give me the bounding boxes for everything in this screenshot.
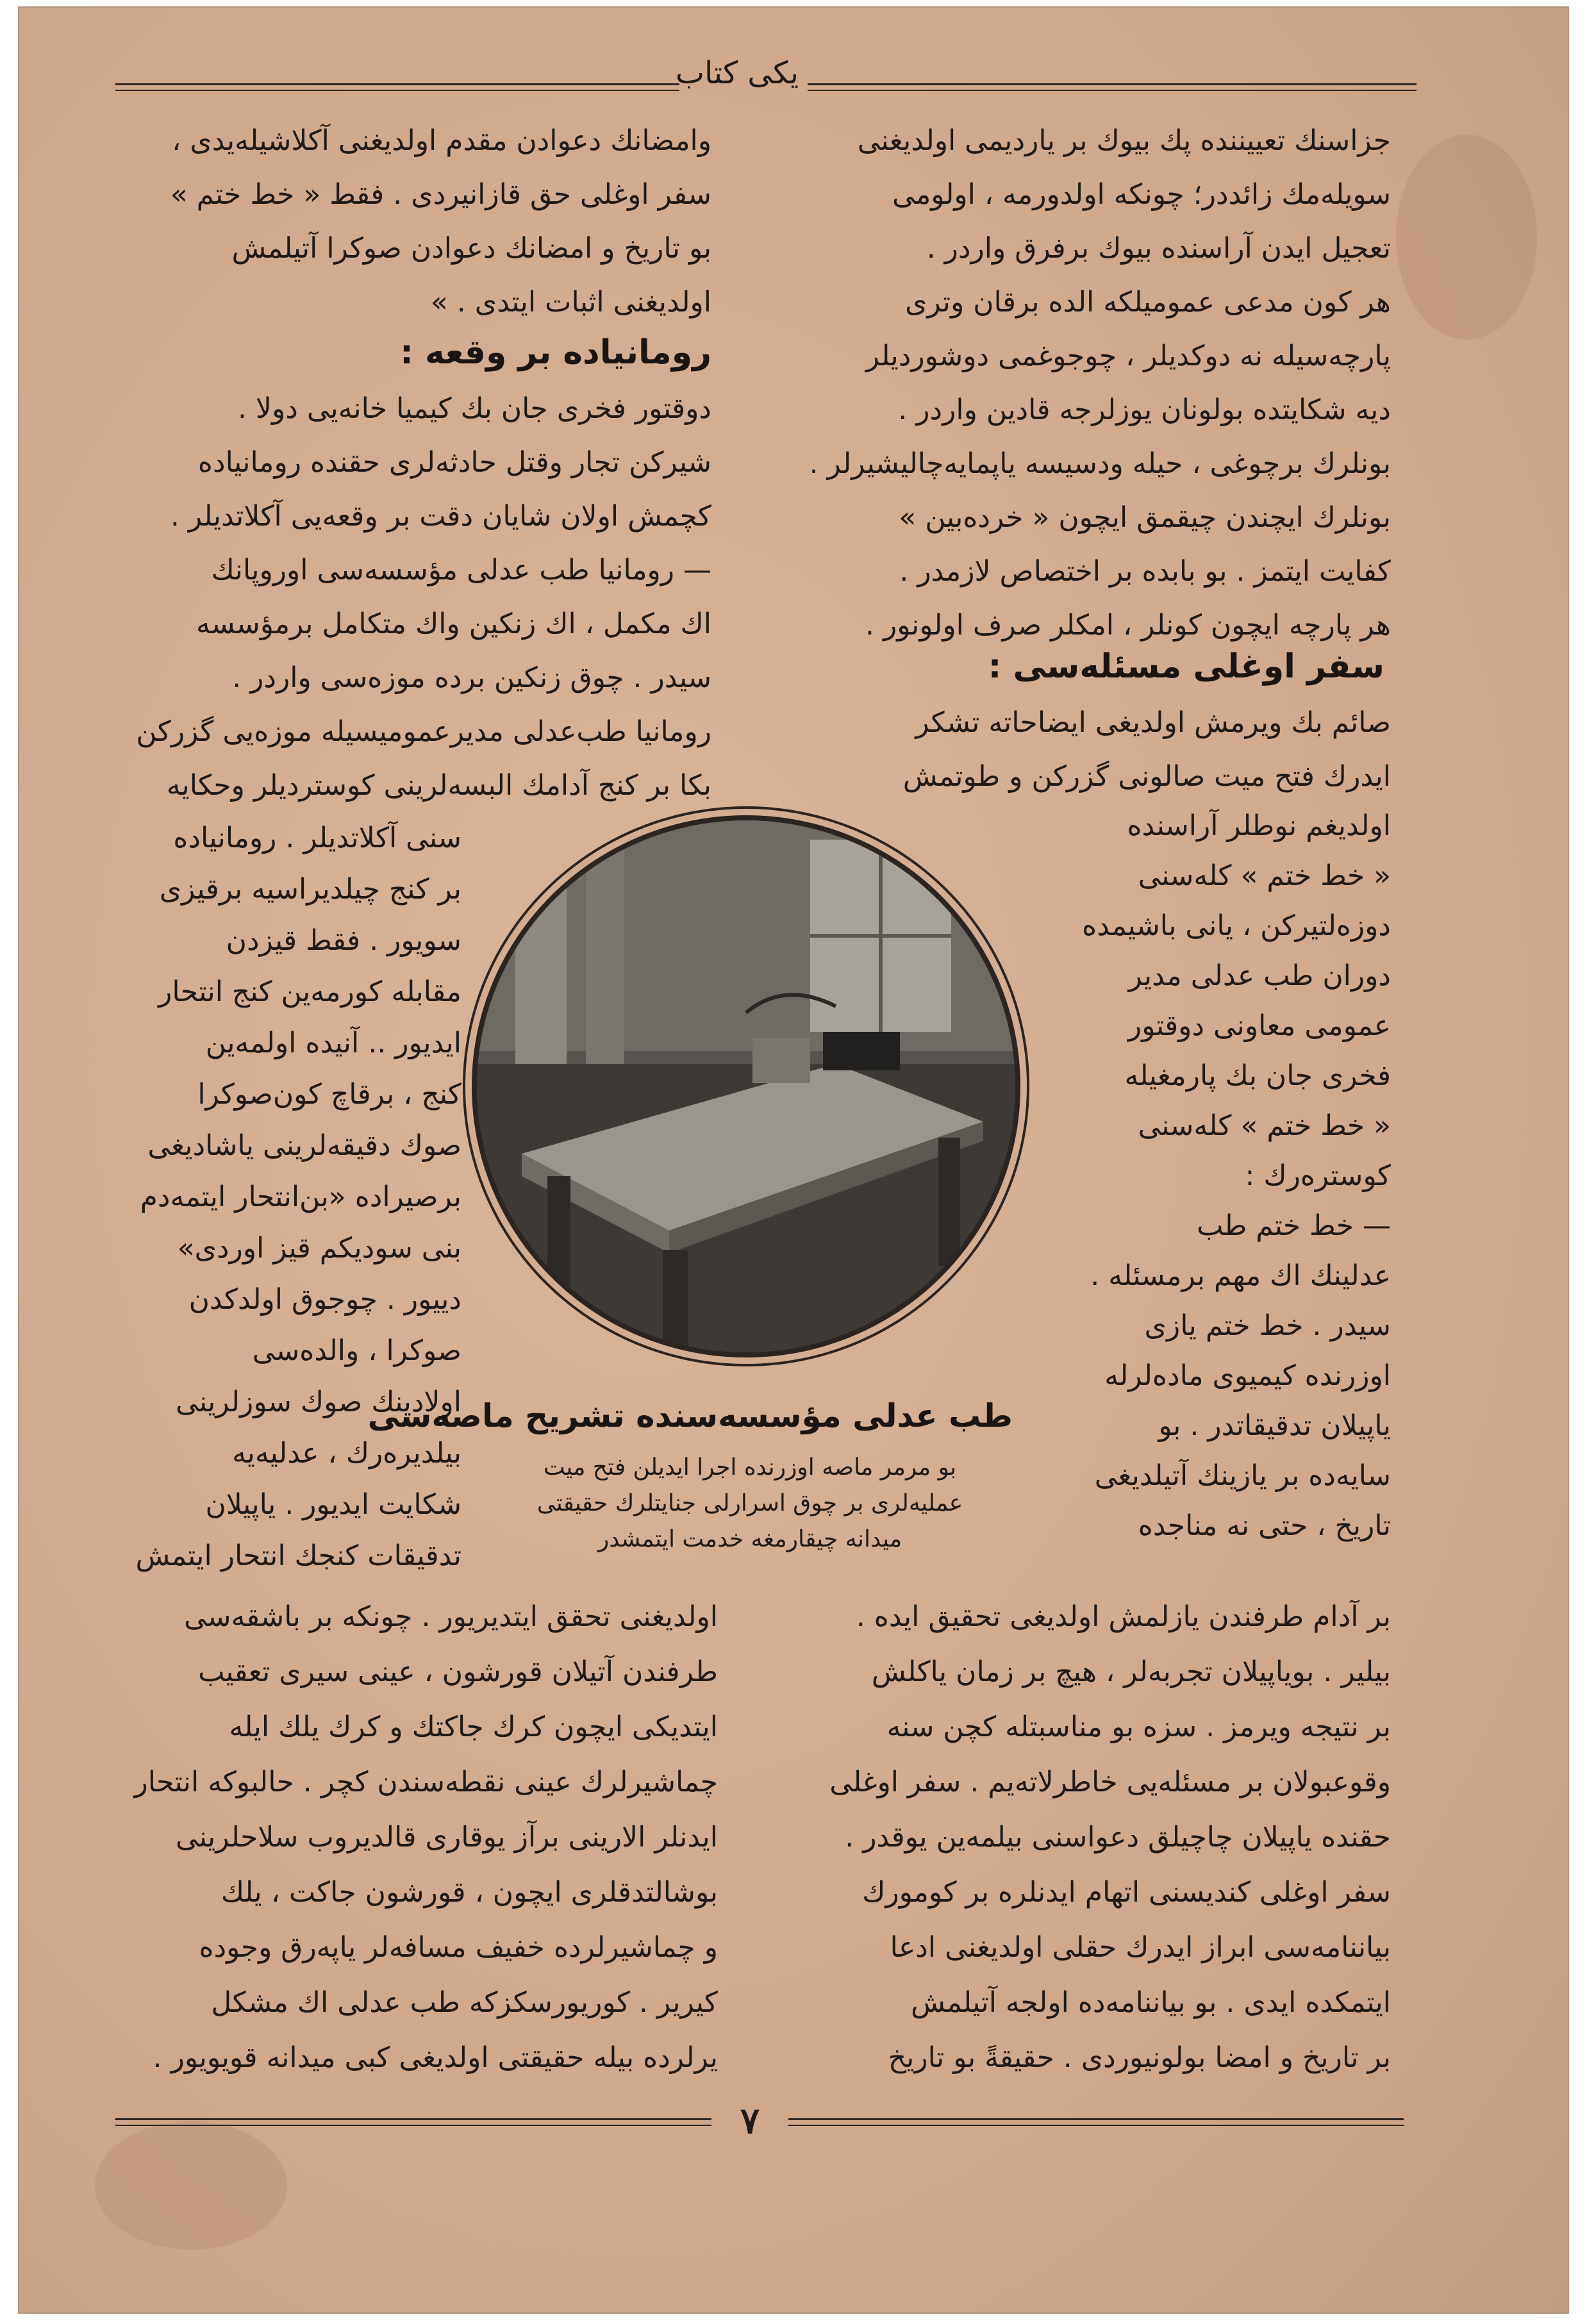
text-line: بر نتیجه ویرمز . سزه بو مناسبتله كچن سنه xyxy=(886,1711,1391,1743)
text-line: دوزه‌لتیركن ، یانی باشیمده xyxy=(1082,909,1391,942)
text-line: بیلیر . بویاپیلان تجربه‌لر ، هیچ بر زمان یاكلش xyxy=(871,1656,1391,1688)
text-line: سنی آكلاتدیلر . رومانیاده xyxy=(173,822,461,854)
text-line: — خط ختم طب xyxy=(1197,1209,1391,1242)
text-line: چماشیرلرك عینی نقطه‌سندن كچر . حالبوكه انتحار xyxy=(134,1766,718,1798)
text-line: دیه شكایتده بولونان یوزلرجه قادین واردر . xyxy=(898,394,1391,426)
text-line: بر آدام طرفندن یازلمش اولدیغی تحقیق ایده . xyxy=(856,1600,1391,1633)
text-line: دوران طب عدلی مدیر xyxy=(1128,959,1391,992)
text-line: تاریخ ، حتی نه مناجده xyxy=(1138,1509,1391,1542)
text-line: جزاسنك تعیيننده پك بیوك بر یاردیمی اولدیغنی xyxy=(857,124,1391,157)
text-line: دییور . چوجوق اولدكدن xyxy=(188,1283,461,1316)
text-line: بر تاریخ و امضا بولونیوردی . حقیقةً بو تاریخ xyxy=(888,2041,1391,2074)
text-line: حقنده یاپیلان چاچیلق دعواسنی بیلمه‌ین یوقدر . xyxy=(845,1821,1391,1854)
text-line: « خط ختم » كله‌سنی xyxy=(1138,1109,1391,1142)
text-line: اولدیغنی تحقق ایتدیریور . چونكه بر باشقه‌سی xyxy=(184,1600,718,1633)
text-line: كنج ، برقاچ كون‌صوكرا xyxy=(197,1078,461,1111)
text-line: شیركن تجار وقتل حادثه‌لری حقنده رومانیاده xyxy=(197,446,711,479)
text-line: ایدنلر الارینی برآز یوقاری قالدیروب سلاحلرینی xyxy=(176,1821,718,1854)
text-line: كوسترەرك : xyxy=(1245,1159,1391,1192)
text-line: كیریر . كوریورسكزكه طب عدلی اك مشكل xyxy=(211,1986,718,2019)
text-line: سیدر . خط ختم یازی xyxy=(1144,1309,1391,1342)
text-line: دوقتور فخری جان بك كیمیا خانه‌یی دولا . xyxy=(237,392,711,425)
left-column-mid xyxy=(115,382,711,813)
footer-rule-left-thin xyxy=(115,2125,711,2126)
footer-rule-right-thin xyxy=(788,2125,1404,2126)
header-rule-right-thin xyxy=(808,90,1417,91)
text-line: — رومانیا طب عدلی مؤسسه‌سی اوروپانك xyxy=(211,554,711,586)
text-line: صوكرا ، والده‌سی xyxy=(252,1334,461,1367)
right-column-narrow xyxy=(1038,801,1391,1551)
autopsy-table-photo xyxy=(472,815,1020,1357)
text-line: بنی سودیكم قیز اوردی» xyxy=(177,1232,461,1265)
text-line: وامضانك دعوادن مقدم اولدیغنی آكلاشیله‌یدی ، xyxy=(172,124,711,157)
text-line: رومانیا طب‌عدلی مدیرعمومیسیله موزه‌یی گزركن xyxy=(136,715,711,748)
text-line: سویور . فقط قیزدن xyxy=(226,924,461,957)
text-line: سفر اوغلی حق قازانیردی . فقط « خط ختم » xyxy=(170,178,711,211)
text-line: سیدر . چوق زنكین برده موزه‌سی واردر . xyxy=(232,661,711,694)
text-line: بونلرك ایچندن چیقمق ایچون « خرده‌بین » xyxy=(899,501,1391,534)
photo-illustration xyxy=(477,820,1015,1352)
right-column-bottom xyxy=(769,1589,1391,2086)
text-line: صائم بك ویرمش اولدیغی ایضاحاته تشكر xyxy=(915,706,1391,739)
text-line: بر كنج چیلدیراسیه برقیزی xyxy=(159,873,461,906)
text-line: بیاننامه‌سی ابراز ایدرك حقلی اولدیغنی ادعا xyxy=(890,1931,1391,1964)
text-line: كچمش اولان شایان دقت بر وقعه‌یی آكلاتدیلر . xyxy=(170,500,711,533)
text-line: اولدیغم نوطلر آراسنده xyxy=(1127,809,1391,842)
text-line: برصیراده «بن‌انتحار ایتمه‌دم xyxy=(140,1181,461,1213)
text-line: یرلرده بیله حقیقتی اولدیغی كبی میدانه قویویور . xyxy=(153,2041,718,2074)
text-line: سفر اوغلی كندیسنی اتهام ایدنلره بر كومورك xyxy=(862,1876,1391,1909)
text-line: « خط ختم » كله‌سنی xyxy=(1138,859,1391,892)
text-line: طرفندن آتیلان قورشون ، عینی سیری تعقیب xyxy=(198,1656,718,1688)
text-line: ایدیور .. آنیده اولمه‌ین xyxy=(205,1027,461,1059)
text-line: ایدرك فتح میت صالونی گزركن و طوتمش xyxy=(902,760,1391,793)
text-line: ایتمكده ایدی . بو بیاننامه‌ده اولجه آتیلمش xyxy=(911,1986,1391,2019)
text-line: سویله‌مك زائددر؛ چونكه اولدورمه ، اولومی xyxy=(892,178,1391,211)
text-line: پارچه‌سیله نه دوكدیلر ، چوجوغمی دوشوردیلر xyxy=(865,340,1391,372)
text-line: بكا بر كنج آدامك البسه‌لرینی كوستردیلر وحكایه‌ xyxy=(166,769,711,802)
text-line: شكایت ایدیور . یاپیلان xyxy=(205,1488,461,1521)
text-line: و چماشیرلرده خفیف مسافه‌لر یاپه‌رق وجوده xyxy=(199,1931,718,1964)
text-line: بیلدیرەرك ، عدلیه‌یه xyxy=(232,1437,461,1470)
text-line: ایتدیكی ایچون كرك جاكتك و كرك یلك ایله xyxy=(229,1711,718,1743)
left-column-bottom xyxy=(109,1589,718,2086)
header-rule-right xyxy=(808,83,1417,85)
text-line: اولادینك صوك سوزلرینی xyxy=(176,1386,461,1418)
text-line: سایه‌ده بر یازینك آتیلدیغی xyxy=(1094,1459,1391,1492)
text-line: فخری جان بك پارمغیله xyxy=(1124,1059,1391,1092)
text-line: تدقیقات كنجك انتحار ایتمش xyxy=(135,1540,461,1572)
page-number: ۷ xyxy=(740,2100,760,2142)
paper-stain xyxy=(1396,135,1537,340)
footer-rule-right xyxy=(788,2118,1404,2120)
text-line: تعجیل ایدن آراسنده بیوك برفرق واردر . xyxy=(926,232,1391,265)
text-line: عدلینك اك مهم برمسئله . xyxy=(1090,1259,1391,1292)
text-line: صوك دقیقه‌لرینی یاشادیغی xyxy=(147,1129,461,1162)
text-line: بو تاریخ و امضانك دعوادن صوكرا آتیلمش xyxy=(231,232,711,265)
text-line: بونلرك برچوغی ، حیله ودسیسه یاپمایه‌چالیشیرلر . xyxy=(809,447,1391,480)
left-column-narrow xyxy=(109,813,461,1582)
text-line: مقابله كورمه‌ین كنج انتحار xyxy=(158,975,461,1008)
left-column-top xyxy=(115,114,711,329)
paper-stain xyxy=(95,2121,287,2250)
text-line: عمومی معاونی دوقتور xyxy=(1127,1009,1391,1042)
header-rule-left xyxy=(115,83,679,85)
text-line: اولدیغنی اثبات ایتدی . » xyxy=(430,286,711,319)
photo-caption-line: بو مرمر ماصه اوزرنده اجرا ایدیلن فتح میت xyxy=(543,1454,957,1481)
header-rule-left-thin xyxy=(115,90,679,91)
right-column-top xyxy=(776,114,1391,652)
text-line: یاپیلان تدقیقاتدر . بو xyxy=(1158,1409,1391,1442)
photo-caption-title: طب عدلی مؤسسه‌سنده تشریح ماصه‌سی xyxy=(367,1397,1013,1434)
photo-caption-line: میدانه چیقارمغه خدمت ایتمشدر xyxy=(597,1526,902,1552)
text-line: هر كون مدعی عمومیلكه الده برقان وتری xyxy=(905,286,1391,319)
section-heading-sefer-oglu: سفر اوغلی مسئله‌سی : xyxy=(988,647,1384,686)
text-line: اوزرنده كیمیوی ماده‌لرله xyxy=(1104,1359,1391,1392)
footer-rule-left xyxy=(115,2118,711,2120)
section-heading-romania: رومانیاده بر وقعه : xyxy=(400,333,711,372)
text-line: كفایت ایتمز . بو بابده بر اختصاص لازمدر . xyxy=(899,555,1391,588)
text-line: اك مكمل ، اك زنكین واك متكامل برمؤسسه‌ xyxy=(196,608,711,640)
photo-caption-line: عملیه‌لری بر چوق اسرارلی جنایتلرك حقیقتی xyxy=(536,1490,963,1516)
text-line: وقوعبولان بر مسئله‌یی خاطرلاتەیم . سفر اوغلی xyxy=(829,1766,1391,1798)
right-column-mid xyxy=(776,696,1391,804)
running-head: یکی کتاب xyxy=(675,55,799,91)
text-line: هر پارچه ایچون كونلر ، امكلر صرف اولونور . xyxy=(865,609,1391,642)
text-line: بوشالتدقلری ایچون ، قورشون جاكت ، یلك xyxy=(220,1876,718,1909)
